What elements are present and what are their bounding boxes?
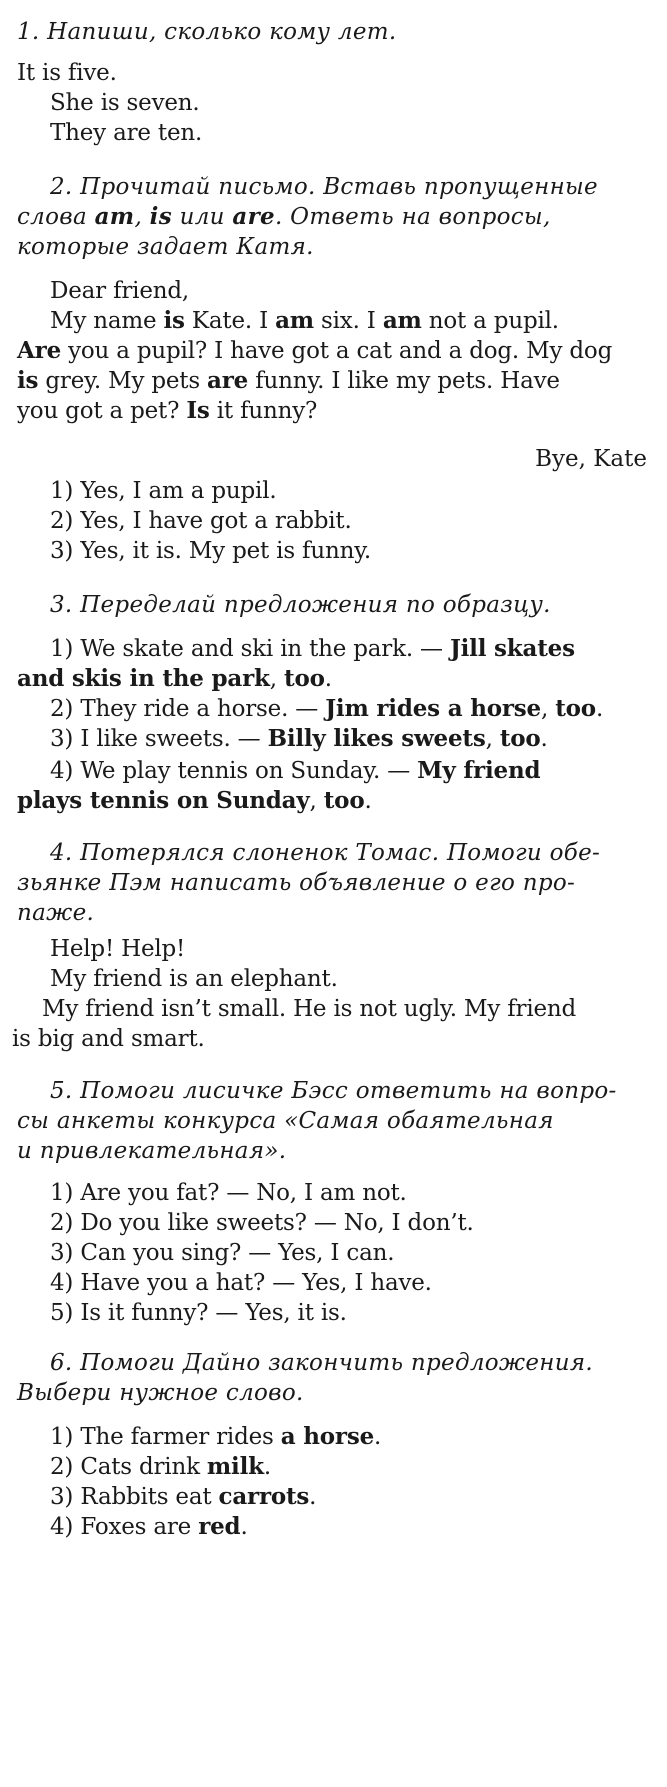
task5-title-line: 5. Помоги лисичке Бэсс ответить на вопро- [50, 1078, 617, 1104]
letter-signoff: Bye, Kate [535, 446, 647, 472]
task5-answer: 3) Can you sing? — Yes, I can. [50, 1240, 395, 1266]
letter-greeting: Dear friend, [50, 278, 189, 304]
task3-sentence: 3) I like sweets. — Billy likes sweets, too. [50, 725, 548, 752]
letter-line: My name is Kate. I am six. I am not a pupil. [50, 307, 559, 334]
task6-answer: 1) The farmer rides a horse. [50, 1423, 382, 1450]
task5-answer: 4) Have you a hat? — Yes, I have. [50, 1270, 432, 1296]
letter-line: is grey. My pets are funny. I like my pets. Have [17, 367, 560, 394]
task2-answer: 3) Yes, it is. My pet is funny. [50, 538, 372, 564]
task4-line: is big and smart. [12, 1026, 205, 1052]
letter-line: you got a pet? Is it funny? [17, 397, 318, 424]
task1-title: 1. Напиши, сколько кому лет. [17, 19, 397, 45]
task3-sentence: 4) We play tennis on Sunday. — My friend [50, 757, 541, 784]
task4-title-line: зьянке Пэм написать объявление о его про- [17, 870, 576, 896]
task2-title-line: слова am, is или are. Ответь на вопросы, [17, 203, 551, 230]
task4-line: My friend isn’t small. He is not ugly. My friend [42, 996, 577, 1022]
task6-title-line: 6. Помоги Дайно закончить предложения. [50, 1350, 593, 1376]
task4-line: Help! Help! [50, 936, 186, 962]
task5-answer: 5) Is it funny? — Yes, it is. [50, 1300, 347, 1326]
task3-sentence: plays tennis on Sunday, too. [17, 787, 372, 814]
task2-answer: 2) Yes, I have got a rabbit. [50, 508, 352, 534]
task1-line: She is seven. [50, 90, 200, 116]
task1-line: It is five. [17, 60, 117, 86]
task1-line: They are ten. [50, 120, 203, 146]
task4-line: My friend is an elephant. [50, 966, 338, 992]
task2-answer: 1) Yes, I am a pupil. [50, 478, 277, 504]
task5-title-line: сы анкеты конкурса «Самая обаятельная [17, 1108, 554, 1134]
task3-sentence: and skis in the park, too. [17, 665, 332, 692]
task5-title-line: и привлекательная». [17, 1138, 287, 1164]
task5-answer: 1) Are you fat? — No, I am not. [50, 1180, 407, 1206]
task4-title-line: 4. Потерялся слоненок Томас. Помоги обе- [50, 840, 601, 866]
task4-title-line: паже. [17, 900, 95, 926]
task2-title-line: которые задает Катя. [17, 234, 314, 260]
task3-title: 3. Переделай предложения по образцу. [50, 592, 551, 618]
task5-answer: 2) Do you like sweets? — No, I don’t. [50, 1210, 474, 1236]
task6-answer: 3) Rabbits eat carrots. [50, 1483, 317, 1510]
letter-line: Are you a pupil? I have got a cat and a dog. My dog [17, 337, 613, 364]
task6-answer: 2) Cats drink milk. [50, 1453, 271, 1480]
task3-sentence: 2) They ride a horse. — Jim rides a horse, too. [50, 695, 604, 722]
task3-sentence: 1) We skate and ski in the park. — Jill skates [50, 635, 575, 662]
task6-answer: 4) Foxes are red. [50, 1513, 248, 1540]
task6-title-line: Выбери нужное слово. [17, 1380, 304, 1406]
task2-title-line: 2. Прочитай письмо. Вставь пропущенные [50, 174, 598, 200]
